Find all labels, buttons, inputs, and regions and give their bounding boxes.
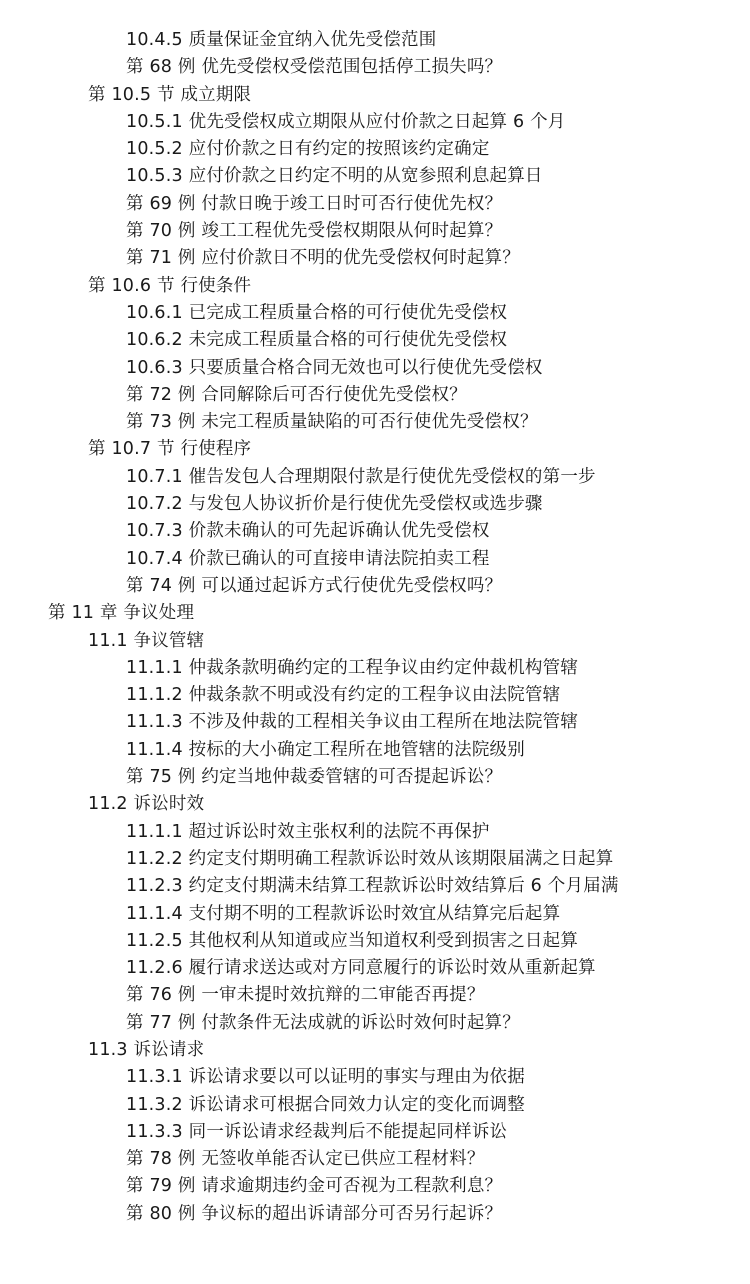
toc-entry: 11.2.5 其他权利从知道或应当知道权利受到损害之日起算: [126, 930, 579, 951]
toc-entry: 11.1.1 仲裁条款明确约定的工程争议由约定仲裁机构管辖: [126, 657, 579, 678]
toc-entry: 11.2.6 履行请求送达或对方同意履行的诉讼时效从重新起算: [126, 958, 596, 979]
toc-entry: 第 68 例 优先受偿权受偿范围包括停工损失吗？: [126, 57, 503, 78]
toc-entry: 10.7.4 价款已确认的可直接申请法院拍卖工程: [126, 548, 490, 569]
toc-entry: 第 76 例 一审未提时效抗辩的二审能否再提？: [126, 985, 485, 1006]
toc-entry: 第 79 例 请求逾期违约金可否视为工程款利息？: [126, 1176, 503, 1197]
toc-entry: 10.6.3 只要质量合格合同无效也可以行使优先受偿权: [126, 357, 543, 378]
toc-entry: 10.5.2 应付价款之日有约定的按照该约定确定: [126, 139, 490, 160]
toc-entry: 11.2.2 约定支付期明确工程款诉讼时效从该期限届满之日起算: [126, 848, 614, 869]
toc-entry: 第 71 例 应付价款日不明的优先受偿权何时起算？: [126, 248, 520, 269]
toc-entry: 10.5.3 应付价款之日约定不明的从宽参照利息起算日: [126, 166, 543, 187]
toc-entry: 10.4.5 质量保证金宜纳入优先受偿范围: [126, 30, 437, 50]
toc-section-heading: 第 10.5 节 成立期限: [88, 84, 252, 105]
toc-entry: 11.1.4 按标的大小确定工程所在地管辖的法院级别: [126, 739, 525, 760]
toc-entry: 11.3.1 诉讼请求要以可以证明的事实与理由为依据: [126, 1067, 525, 1088]
toc-entry: 第 77 例 付款条件无法成就的诉讼时效何时起算？: [126, 1012, 520, 1033]
toc-entry: 10.7.3 价款未确认的可先起诉确认优先受偿权: [126, 521, 490, 542]
toc-entry: 第 69 例 付款日晚于竣工日时可否行使优先权？: [126, 193, 503, 214]
toc-section-heading: 11.2 诉讼时效: [88, 794, 205, 815]
table-of-contents: [0, 27, 750, 1228]
toc-section-heading: 11.3 诉讼请求: [88, 1039, 205, 1060]
toc-entry: 11.2.3 约定支付期满未结算工程款诉讼时效结算后 6 个月届满: [126, 876, 619, 897]
toc-entry: 11.3.2 诉讼请求可根据合同效力认定的变化而调整: [126, 1094, 525, 1115]
toc-entry: 11.1.1 超过诉讼时效主张权利的法院不再保护: [126, 821, 490, 842]
toc-entry: 第 74 例 可以通过起诉方式行使优先受偿权吗？: [126, 575, 503, 596]
toc-entry: 第 72 例 合同解除后可否行使优先受偿权？: [126, 384, 467, 405]
toc-section-heading: 第 10.6 节 行使条件: [88, 275, 252, 296]
toc-entry: 第 80 例 争议标的超出诉请部分可否另行起诉？: [126, 1203, 503, 1224]
toc-entry: 11.1.3 不涉及仲裁的工程相关争议由工程所在地法院管辖: [126, 712, 579, 733]
toc-entry: 11.1.2 仲裁条款不明或没有约定的工程争议由法院管辖: [126, 685, 561, 706]
toc-section-heading: 第 10.7 节 行使程序: [88, 439, 252, 460]
toc-entry: 10.5.1 优先受偿权成立期限从应付价款之日起算 6 个月: [126, 111, 566, 132]
toc-entry: 10.7.2 与发包人协议折价是行使优先受偿权或选步骤: [126, 494, 543, 515]
toc-entry: 10.6.2 未完成工程质量合格的可行使优先受偿权: [126, 330, 508, 351]
toc-chapter-heading: 第 11 章 争议处理: [48, 603, 195, 624]
toc-section-heading: 11.1 争议管辖: [88, 630, 205, 651]
toc-entry: 10.6.1 已完成工程质量合格的可行使优先受偿权: [126, 302, 508, 323]
toc-entry: 11.3.3 同一诉讼请求经裁判后不能提起同样诉讼: [126, 1121, 508, 1142]
toc-entry: 11.1.4 支付期不明的工程款诉讼时效宜从结算完后起算: [126, 903, 561, 924]
toc-entry: 第 75 例 约定当地仲裁委管辖的可否提起诉讼？: [126, 767, 503, 788]
toc-entry: 第 70 例 竣工工程优先受偿权期限从何时起算？: [126, 221, 503, 242]
toc-entry: 10.7.1 催告发包人合理期限付款是行使优先受偿权的第一步: [126, 466, 596, 487]
toc-entry: 第 73 例 未完工程质量缺陷的可否行使优先受偿权？: [126, 412, 538, 433]
toc-entry: 第 78 例 无签收单能否认定已供应工程材料？: [126, 1149, 485, 1170]
